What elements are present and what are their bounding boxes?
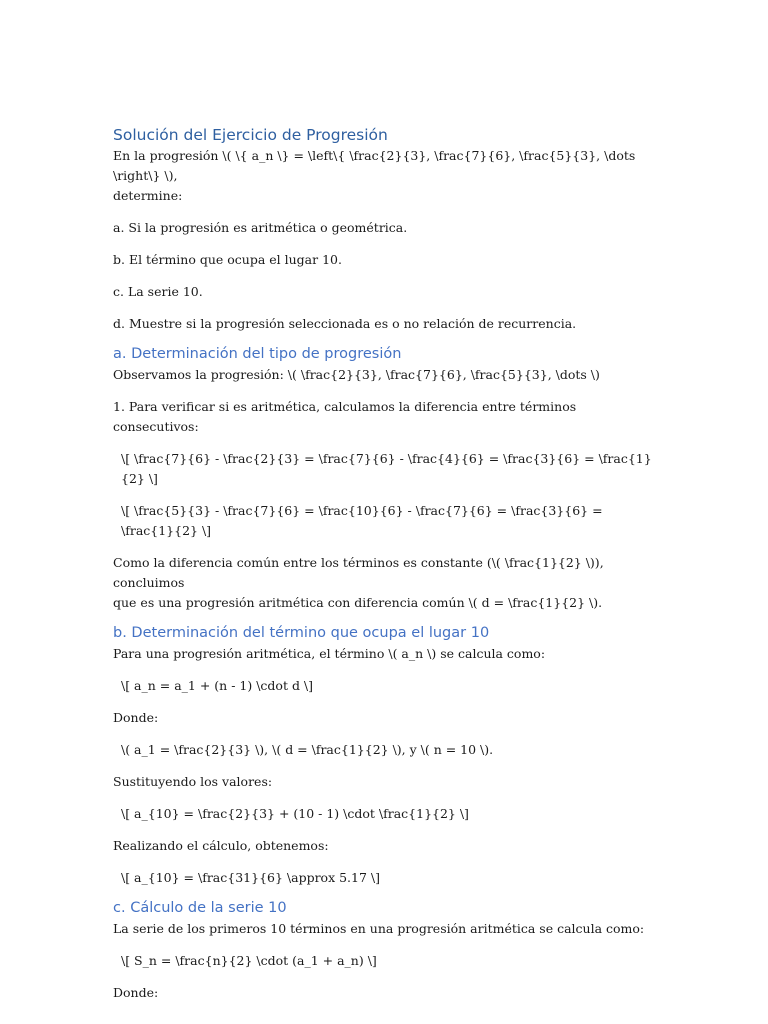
section-a-conclusion-line-2: que es una progresión aritmética con diferencia común \( d = \frac{1}{2} \).: [113, 595, 603, 610]
task-d: d. Muestre si la progresión seleccionada es o no relación de recurrencia.: [113, 316, 577, 331]
document-page: [113, 124, 658, 1003]
task-c: c. La serie 10.: [113, 284, 203, 299]
section-b-result: \[ a_{10} = \frac{31}{6} \approx 5.17 \]: [121, 870, 380, 885]
section-a-step1: 1. Para verificar si es aritmética, calculamos la diferencia entre términos consecutivos:: [113, 399, 581, 434]
document-title: Solución del Ejercicio de Progresión: [113, 126, 388, 144]
section-c-heading: c. Cálculo de la serie 10: [113, 900, 287, 916]
section-a-equation-2: \[ \frac{5}{3} - \frac{7}{6} = \frac{10}{6} - \frac{7}{6} = \frac{3}{6} = \frac{1}{2} \]: [121, 503, 607, 538]
task-b: b. El término que ocupa el lugar 10.: [113, 252, 342, 267]
section-b-calc: Realizando el cálculo, obtenemos:: [113, 838, 329, 853]
section-a-observe: Observamos la progresión: \( \frac{2}{3}, \frac{7}{6}, \frac{5}{3}, \dots \): [113, 367, 600, 382]
section-b-values: \( a_1 = \frac{2}{3} \), \( d = \frac{1}{2} \), y \( n = 10 \).: [121, 742, 494, 757]
section-a-conclusion-line-1: Como la diferencia común entre los términos es constante (\( \frac{1}{2} \)), concluimos: [113, 555, 608, 590]
section-c-donde: Donde:: [113, 985, 159, 1000]
intro-line-1: En la progresión \( \{ a_n \} = \left\{ \frac{2}{3}, \frac{7}{6}, \frac{5}{3}, \dots \right\} \),: [113, 148, 640, 183]
section-b-intro: Para una progresión aritmética, el término \( a_n \) se calcula como:: [113, 646, 546, 661]
section-b-heading: b. Determinación del término que ocupa el lugar 10: [113, 625, 490, 641]
section-b-donde: Donde:: [113, 710, 159, 725]
section-b-substitution-equation: \[ a_{10} = \frac{2}{3} + (10 - 1) \cdot \frac{1}{2} \]: [121, 806, 469, 821]
section-c-formula: \[ S_n = \frac{n}{2} \cdot (a_1 + a_n) \]: [121, 953, 377, 968]
section-a-heading: a. Determinación del tipo de progresión: [113, 346, 402, 362]
section-b-formula: \[ a_n = a_1 + (n - 1) \cdot d \]: [121, 678, 314, 693]
task-a: a. Si la progresión es aritmética o geométrica.: [113, 220, 408, 235]
section-b-substitute: Sustituyendo los valores:: [113, 774, 273, 789]
section-a-equation-1: \[ \frac{7}{6} - \frac{2}{3} = \frac{7}{6} - \frac{4}{6} = \frac{3}{6} = \frac{1}{2} \]: [121, 451, 652, 486]
intro-line-2: determine:: [113, 188, 183, 203]
section-c-intro: La serie de los primeros 10 términos en una progresión aritmética se calcula como:: [113, 921, 645, 936]
